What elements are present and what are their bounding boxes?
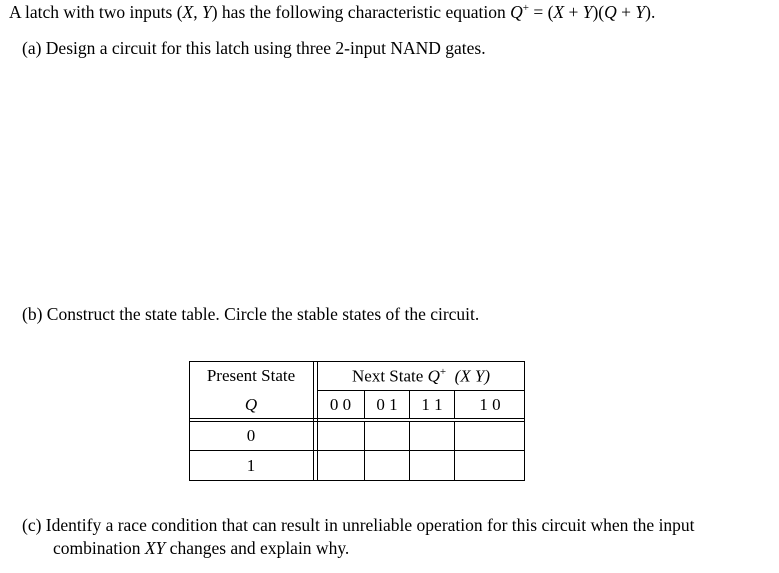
var-y: Y xyxy=(201,2,212,22)
header-next-state: Next State Q+ (X Y) xyxy=(352,366,490,386)
var-x: X xyxy=(182,2,194,22)
input-col-11: 1 1 xyxy=(421,395,443,414)
header-q: Q xyxy=(244,395,258,414)
problem-intro: A latch with two inputs (X, Y) has the following characteristic equation Q+ = (X + Y)(Q + Y). xyxy=(9,2,656,22)
header-present-state: Present State xyxy=(206,366,296,385)
row-q0-label: 0 xyxy=(246,426,256,445)
part-c-question-line1: (c) Identify a race condition that can result in unreliable operation for this circuit when the input xyxy=(22,515,695,535)
part-c-question-line2: combination XY changes and explain why. xyxy=(53,538,350,558)
state-table xyxy=(189,361,525,481)
part-a-question: (a) Design a circuit for this latch using three 2-input NAND gates. xyxy=(22,38,486,58)
part-b-question: (b) Construct the state table. Circle the stable states of the circuit. xyxy=(22,304,480,324)
characteristic-equation: Q+ = (X + Y)(Q + Y). xyxy=(510,2,656,22)
var-xy: XY xyxy=(144,538,166,558)
input-col-01: 0 1 xyxy=(376,395,398,414)
input-col-00: 0 0 xyxy=(329,395,352,414)
input-col-10: 1 0 xyxy=(479,395,501,414)
row-q1-label: 1 xyxy=(246,456,256,475)
